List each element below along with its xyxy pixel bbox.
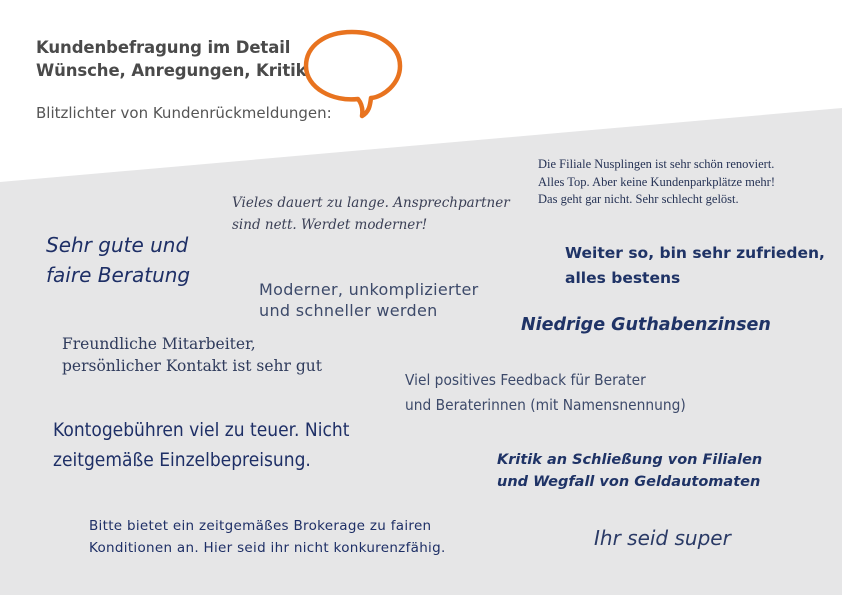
quote-line: faire Beratung	[46, 263, 191, 287]
feedback-quote	[62, 333, 322, 377]
quote-line: und schneller werden	[259, 301, 438, 320]
quote-line: Kritik an Schließung von Filialen	[497, 452, 763, 468]
quote-line: alles bestens	[565, 269, 681, 287]
feedback-quote	[405, 368, 686, 418]
quote-line: Weiter so, bin sehr zufrieden,	[565, 244, 825, 262]
feedback-quote	[565, 241, 825, 291]
quote-line: Kontogebühren viel zu teuer. Nicht	[53, 419, 350, 441]
quote-line: und Wegfall von Geldautomaten	[497, 474, 761, 490]
quote-line: Moderner, unkomplizierter	[259, 280, 479, 299]
page-title: Kundenbefragung im Detail	[36, 38, 291, 57]
feedback-quote	[232, 192, 510, 236]
quote-line: Konditionen an. Hier seid ihr nicht konkurenzfähig.	[89, 540, 446, 556]
quote-line: Alles Top. Aber keine Kundenparkplätze mehr!	[538, 174, 776, 189]
quote-line: Niedrige Guthabenzinsen	[521, 315, 771, 335]
quote-line: Ihr seid super	[594, 526, 731, 550]
header	[36, 36, 307, 82]
feedback-quote	[594, 526, 731, 550]
feedback-quote	[53, 415, 349, 475]
quote-line: Das geht gar nicht. Sehr schlecht gelöst.	[538, 192, 739, 206]
intro-text: Blitzlichter von Kundenrückmeldungen:	[36, 104, 332, 122]
quote-line: zeitgemäße Einzelbepreisung.	[53, 449, 311, 471]
quote-line: Sehr gute und	[46, 233, 189, 257]
quote-line: Bitte bietet ein zeitgemäßes Brokerage zu fairen	[89, 518, 432, 534]
feedback-quote	[497, 449, 762, 493]
feedback-quote	[259, 279, 478, 321]
quote-line: Vieles dauert zu lange. Ansprechpartner	[232, 195, 510, 211]
quote-line: Die Filiale Nusplingen ist sehr schön renoviert.	[538, 157, 775, 171]
feedback-quote	[521, 315, 771, 335]
quote-line: und Beraterinnen (mit Namensnennung)	[405, 396, 686, 414]
quote-line: Freundliche Mitarbeiter,	[62, 335, 256, 353]
feedback-quote	[89, 515, 446, 559]
feedback-quote	[538, 156, 775, 209]
quote-line: sind nett. Werdet moderner!	[232, 217, 428, 233]
quote-line: persönlicher Kontakt ist sehr gut	[62, 357, 323, 375]
page-subtitle-heading: Wünsche, Anregungen, Kritik	[36, 61, 307, 80]
feedback-quote	[46, 230, 190, 290]
quote-line: Viel positives Feedback für Berater	[405, 371, 646, 389]
